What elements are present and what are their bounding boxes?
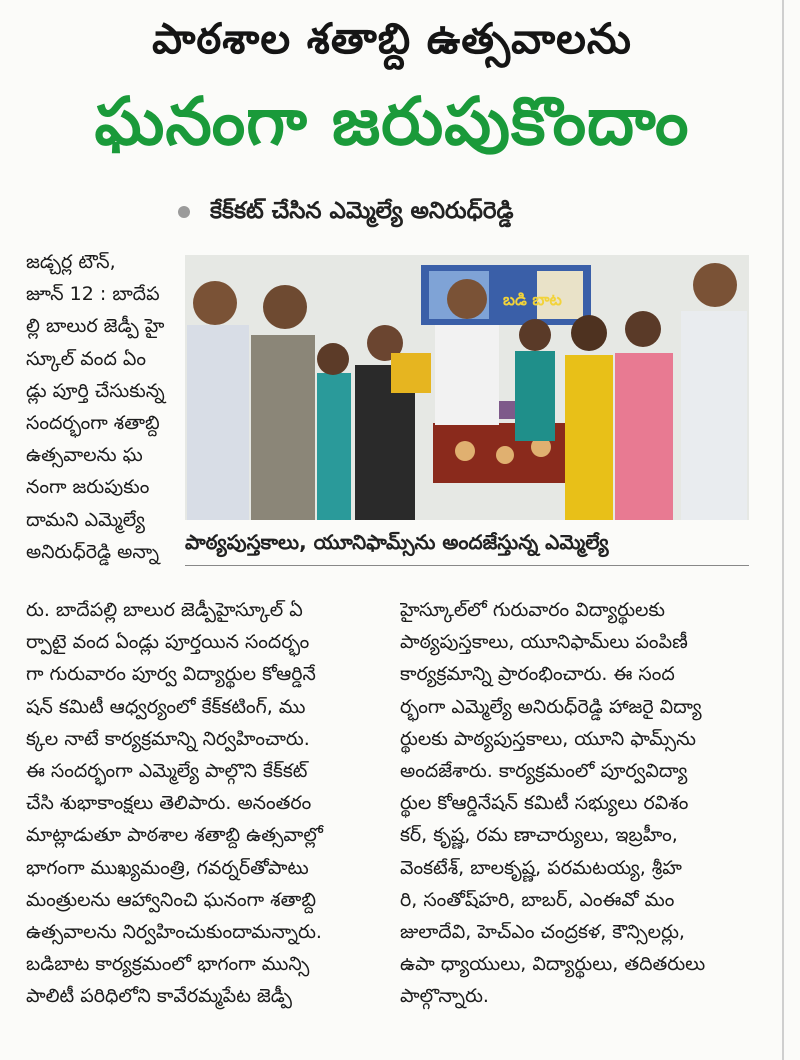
- photo-caption: పాఠ్యపుస్తకాలు, యూనిఫామ్స్‌ను అందజేస్తున్న ఎమ్మెల్యే: [185, 530, 609, 554]
- column-rule: [782, 0, 784, 1060]
- event-photo-illustration: [185, 255, 749, 520]
- body-line: జూన్ 12 : బాదేప: [26, 283, 160, 306]
- body-line: డ్లు పూర్తి చేసుకున్న: [26, 379, 165, 402]
- main-headline: ఘనంగా జరుపుకొందాం: [94, 83, 690, 160]
- body-line: స్కూల్ వంద ఏం: [26, 347, 147, 370]
- body-line: ల్లి బాలుర జెడ్పీ హై: [26, 315, 165, 338]
- body-line: మంత్రులను ఆహ్వానించి ఘనంగా శతాబ్ది: [26, 888, 317, 911]
- body-line: అందజేశారు. కార్యక్రమంలో పూర్వవిద్యా: [400, 760, 688, 783]
- subheadline-text: కేక్‌కట్ చేసిన ఎమ్మెల్యే అనిరుధ్‌రెడ్డి: [210, 198, 514, 224]
- body-line: భాగంగా ముఖ్యమంత్రి, గవర్నర్‌తోపాటు: [26, 856, 309, 879]
- body-line: వెంకటేశ్, బాలకృష్ణ, పరమటయ్య, శ్రీహ: [400, 856, 682, 879]
- kicker-headline: పాఠశాల శతాబ్ది ఉత్సవాలను: [152, 14, 632, 63]
- subheadline: [176, 198, 514, 230]
- body-line: ర్పాటై వంద ఏండ్లు పూర్తయిన సందర్భం: [26, 631, 310, 654]
- caption-rule: [185, 565, 749, 566]
- body-line: పాఠ్యపుస్తకాలు, యూనిఫామ్‌లు పంపిణీ: [400, 631, 688, 654]
- body-line: సందర్భంగా శతాబ్ది: [26, 412, 160, 435]
- body-line: అనిరుధ్‌రెడ్డి అన్నా: [26, 540, 160, 563]
- body-line: జులాదేవి, హెచ్‌ఎం చంద్రకళ, కౌన్సిలర్లు,: [400, 921, 685, 944]
- body-line: క్కల నాటే కార్యక్రమాన్ని నిర్వహించారు.: [26, 727, 310, 750]
- body-line: చేసి శుభాకాంక్షలు తెలిపారు. అనంతరం: [26, 792, 312, 815]
- body-line: షన్ కమిటీ ఆధ్వర్యంలో కేక్‌కటింగ్, ము: [26, 695, 306, 718]
- body-column-bottom-right: [400, 594, 752, 1013]
- body-line: ర్భంగా ఎమ్మెల్యే అనిరుధ్‌రెడ్డి హాజరై విద్యా: [400, 695, 702, 718]
- body-line: హైస్కూల్‌లో గురువారం విద్యార్థులకు: [400, 599, 666, 621]
- body-line: బడిబాట కార్యక్రమంలో భాగంగా మున్సి: [26, 953, 310, 976]
- body-column-bottom-left: [26, 594, 392, 1013]
- body-line: కర్, కృష్ణ, రమ ణాచార్యులు, ఇబ్రహీం,: [400, 824, 678, 847]
- news-photo: [185, 255, 749, 520]
- body-line: ఉత్సవాలను ఘ: [26, 444, 143, 467]
- body-line: రి, సంతోష్‌హరి, బాబర్, ఎంఈవో మం: [400, 888, 675, 911]
- body-line: దామని ఎమ్మెల్యే: [26, 508, 145, 531]
- body-line: ఉత్సవాలను నిర్వహించుకుందామన్నారు.: [26, 921, 322, 944]
- body-line: కార్యక్రమాన్ని ప్రారంభించారు. ఈ సంద: [400, 663, 675, 686]
- body-line: గా గురువారం పూర్వ విద్యార్థుల కోఆర్డినే: [26, 663, 316, 686]
- body-line: ర్థులకు పాఠ్యపుస్తకాలు, యూని ఫామ్స్‌ను: [400, 727, 697, 750]
- body-line: ఈ సందర్భంగా ఎమ్మెల్యే పాల్గొని కేక్‌కట్: [26, 760, 308, 783]
- body-line: ర్థుల కోఆర్డినేషన్ కమిటీ సభ్యులు రవిశం: [400, 792, 689, 815]
- body-line: మాట్లాడుతూ పాఠశాల శతాబ్ది ఉత్సవాల్లో: [26, 824, 323, 847]
- body-line: జడ్చర్ల టౌన్,: [26, 251, 116, 273]
- banner-text: బడి బాట: [503, 290, 562, 309]
- body-line: రు. బాదేపల్లి బాలుర జెడ్పీహైస్కూల్ ఏ: [26, 599, 303, 621]
- body-line: నంగా జరుపుకుం: [26, 476, 150, 499]
- body-line: పాలిటీ పరిధిలోని కావేరమ్మపేట జెడ్పీ: [26, 985, 292, 1008]
- body-line: ఉపా ధ్యాయులు, విద్యార్థులు, తదితరులు: [400, 953, 706, 976]
- body-column-left: [26, 246, 176, 568]
- body-line: పాల్గొన్నారు.: [400, 985, 489, 1008]
